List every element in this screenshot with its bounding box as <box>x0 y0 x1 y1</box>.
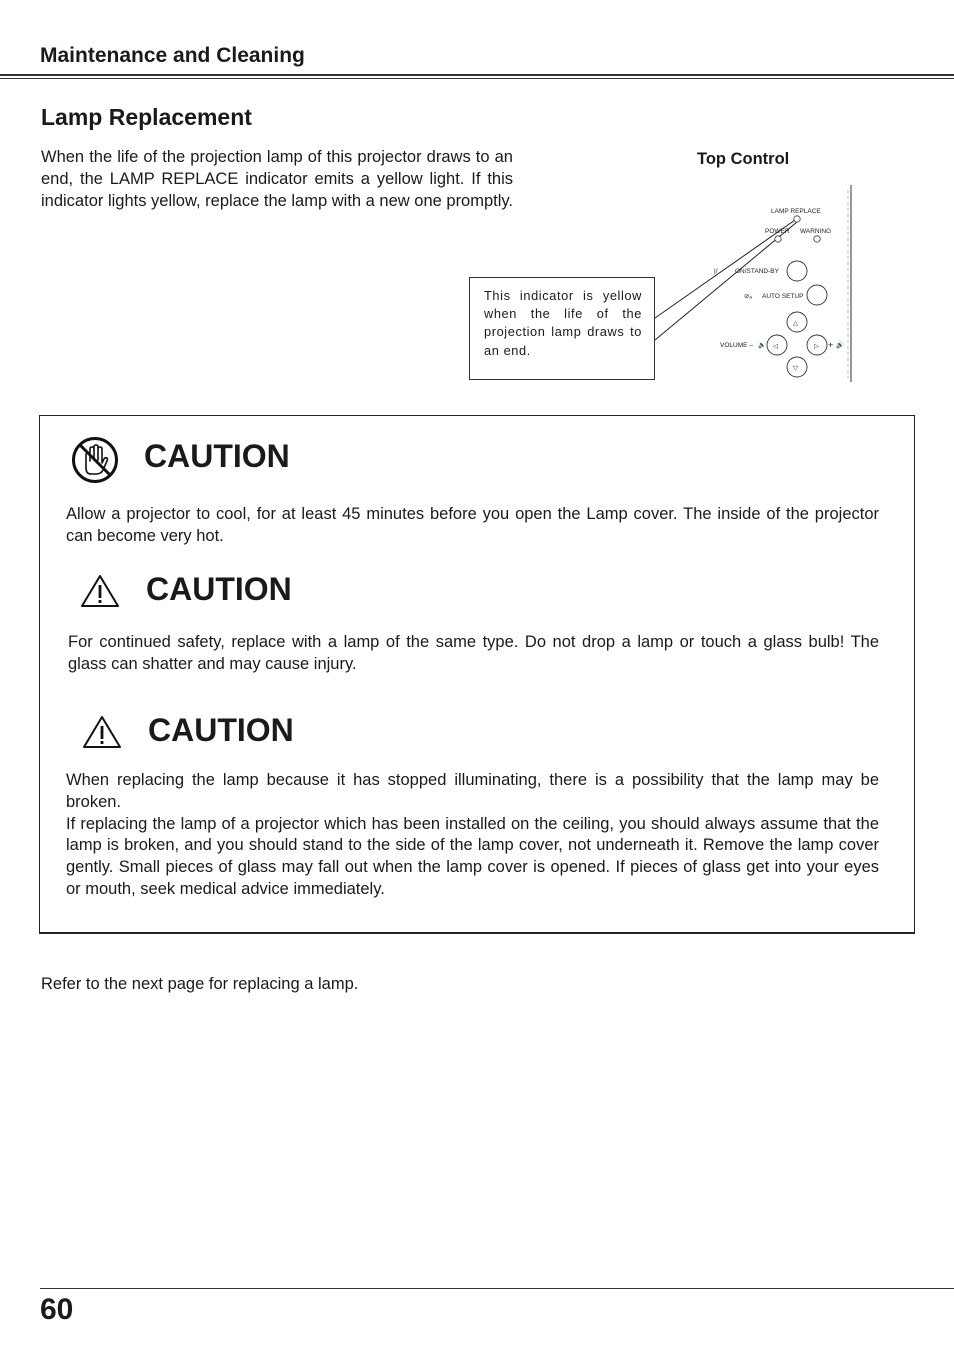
caution-text-paragraph: When replacing the lamp because it has stopped illuminating, there is a possibility that the lamp may be broken. <box>66 771 879 811</box>
caution-text: Allow a projector to cool, for at least 45 minutes before you open the Lamp cover. The inside of the projector can become very hot. <box>66 505 879 545</box>
on-standby-button[interactable] <box>787 261 807 281</box>
section-title: Maintenance and Cleaning <box>40 44 305 67</box>
caution-title: CAUTION <box>146 571 292 607</box>
caution-text-paragraph: If replacing the lamp of a projector which has been installed on the ceiling, you should always assume that the lamp is broken, and you should stand to the side of the lamp cover, not underneath it. Remove the lamp cover gently. Small pieces of glass may fall out when the lamp cover is opened. If pieces of glass get into your eyes or mouth, seek medical advice immediately. <box>66 814 879 898</box>
down-arrow-icon: ▽ <box>793 365 798 372</box>
page-number: 60 <box>40 1293 74 1326</box>
lamp-replacement-heading: Lamp Replacement <box>41 104 252 130</box>
caution-title: CAUTION <box>144 438 290 474</box>
power-label: POWER <box>765 228 790 235</box>
footer-rule <box>40 1288 954 1289</box>
volume-plus-label: + <box>828 340 834 350</box>
no-touch-hand-icon <box>71 436 119 484</box>
auto-setup-label: AUTO SETUP <box>762 293 804 300</box>
right-arrow-icon: ▷ <box>814 343 819 350</box>
auto-setup-button[interactable] <box>807 285 827 305</box>
on-standby-icon: |/ <box>714 268 718 275</box>
volume-minus-label: VOLUME – <box>720 342 753 349</box>
up-arrow-icon: △ <box>793 320 798 327</box>
on-standby-label: ON/STAND-BY <box>735 268 779 275</box>
power-indicator <box>775 236 781 242</box>
warning-triangle-icon <box>79 573 121 609</box>
top-control-diagram <box>0 0 954 400</box>
lamp-replacement-intro: When the life of the projection lamp of this projector draws to an end, the LAMP REPLACE indicator emits a yellow light. If this indicator lights yellow, replace the lamp with a new one promptly. <box>41 148 514 210</box>
speaker-icon: 🔈 <box>758 342 767 349</box>
caution-title: CAUTION <box>148 712 294 748</box>
caution-text <box>66 770 879 901</box>
lamp-replace-label: LAMP REPLACE <box>771 208 821 215</box>
indicator-callout-text: This indicator is yellow when the life of the projection lamp draws to an end. <box>484 288 642 358</box>
speaker-loud-icon: 🔊 <box>836 342 845 349</box>
warning-indicator <box>814 236 820 242</box>
warning-label: WARNING <box>800 228 832 235</box>
caution-text: For continued safety, replace with a lamp of the same type. Do not drop a lamp or touch a glass bulb! The glass can shatter and may cause injury. <box>68 633 879 673</box>
left-arrow-icon: ◁ <box>773 343 778 350</box>
auto-setup-icon: ⊘ₐ <box>744 293 752 300</box>
lamp-replace-indicator <box>794 216 800 222</box>
refer-next-page-note: Refer to the next page for replacing a lamp. <box>41 975 359 993</box>
warning-triangle-icon <box>81 714 123 750</box>
top-control-label: Top Control <box>697 150 790 168</box>
